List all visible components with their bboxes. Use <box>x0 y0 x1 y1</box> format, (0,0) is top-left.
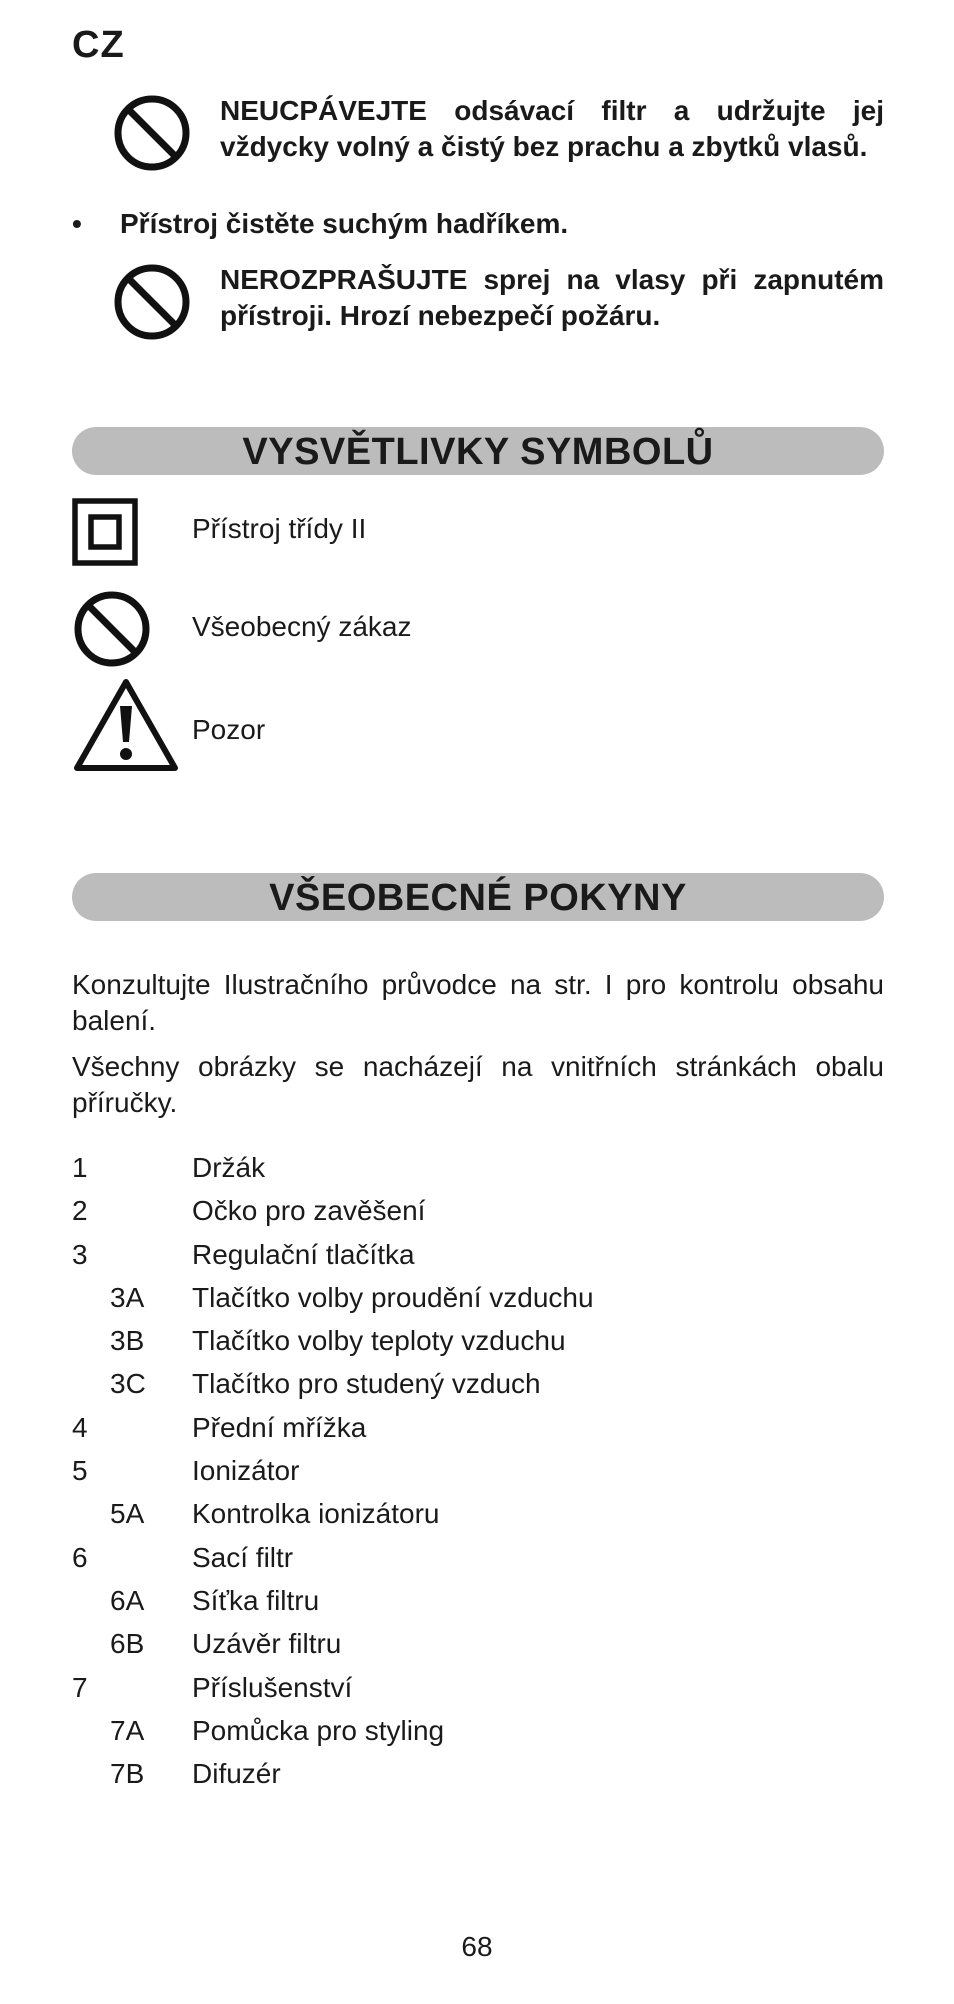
warning-block <box>72 93 884 203</box>
parts-list <box>72 1150 884 1799</box>
part-number: 7A <box>110 1714 145 1746</box>
part-number: 2 <box>72 1195 88 1227</box>
list-item <box>72 1626 884 1669</box>
part-label: Pomůcka pro styling <box>192 1714 445 1746</box>
list-item <box>72 1453 884 1496</box>
paragraph: Konzultujte Ilustračního průvodce na str. I pro kontrolu obsahu balení. <box>72 969 884 1036</box>
section-heading-general: VŠEOBECNÉ POKYNY <box>72 873 884 921</box>
part-label: Očko pro zavěšení <box>192 1195 426 1227</box>
symbol-label: Všeobecný zákaz <box>192 611 412 642</box>
part-number: 7B <box>110 1758 145 1790</box>
language-code: CZ <box>72 24 125 66</box>
list-item <box>72 1583 884 1626</box>
list-item <box>72 1323 884 1366</box>
part-number: 3C <box>110 1368 146 1400</box>
symbol-label: Pozor <box>192 714 266 745</box>
list-item <box>72 1280 884 1323</box>
list-item <box>72 1237 884 1280</box>
prohibition-icon <box>72 589 152 669</box>
part-label: Tlačítko pro studený vzduch <box>192 1368 541 1400</box>
prohibition-icon <box>112 262 192 342</box>
warning-text: NEUCPÁVEJTE odsávací filtr a udržujte jej vždycky volný a čistý bez prachu a zbytků vlasů. <box>220 95 884 162</box>
prohibition-icon <box>112 93 192 173</box>
list-item <box>72 1756 884 1799</box>
part-number: 1 <box>72 1152 88 1183</box>
part-label: Kontrolka ionizátoru <box>192 1498 440 1530</box>
symbol-label: Přístroj třídy II <box>192 513 367 544</box>
part-label: Sací filtr <box>192 1541 294 1573</box>
part-number: 5A <box>110 1498 145 1530</box>
bullet-marker: • <box>72 208 82 239</box>
section-heading-symbols: VYSVĚTLIVKY SYMBOLŮ <box>72 427 884 475</box>
part-label: Regulační tlačítka <box>192 1238 415 1270</box>
paragraph: Všechny obrázky se nacházejí na vnitřních stránkách obalu příručky. <box>72 1051 884 1118</box>
part-number: 6B <box>110 1628 145 1660</box>
bullet-text: Přístroj čistěte suchým hadříkem. <box>120 208 569 239</box>
part-label: Uzávěr filtru <box>192 1628 342 1660</box>
symbol-item <box>72 676 884 776</box>
part-number: 7 <box>72 1671 88 1703</box>
symbol-item <box>72 498 884 588</box>
part-number: 6A <box>110 1584 145 1616</box>
part-number: 3 <box>72 1238 88 1270</box>
list-item <box>72 1713 884 1756</box>
class-ii-icon <box>72 498 138 566</box>
list-item <box>72 1496 884 1539</box>
part-label: Tlačítko volby teploty vzduchu <box>192 1325 566 1357</box>
part-label: Síťka filtru <box>192 1584 320 1616</box>
part-label: Tlačítko volby proudění vzduchu <box>192 1281 594 1313</box>
part-number: 5 <box>72 1455 88 1487</box>
list-item <box>72 1540 884 1583</box>
symbol-item <box>72 589 884 679</box>
list-item <box>72 1670 884 1713</box>
list-item <box>72 1366 884 1409</box>
list-item <box>72 1193 884 1236</box>
part-number: 3B <box>110 1325 145 1357</box>
warning-text: NEROZPRAŠUJTE sprej na vlasy při zapnutém přístroji. Hrozí nebezpečí požáru. <box>220 264 884 331</box>
part-label: Ionizátor <box>192 1455 300 1487</box>
list-item <box>72 1150 884 1193</box>
part-number: 4 <box>72 1411 88 1443</box>
warning-block <box>72 262 884 342</box>
part-number: 6 <box>72 1541 88 1573</box>
part-number: 3A <box>110 1281 145 1313</box>
part-label: Přední mřížka <box>192 1411 367 1443</box>
part-label: Příslušenství <box>192 1671 353 1703</box>
warning-triangle-icon <box>72 676 180 774</box>
list-item <box>72 1410 884 1453</box>
part-label: Držák <box>192 1152 266 1183</box>
part-label: Difuzér <box>192 1758 281 1790</box>
page-number: 68 <box>461 1931 493 1962</box>
